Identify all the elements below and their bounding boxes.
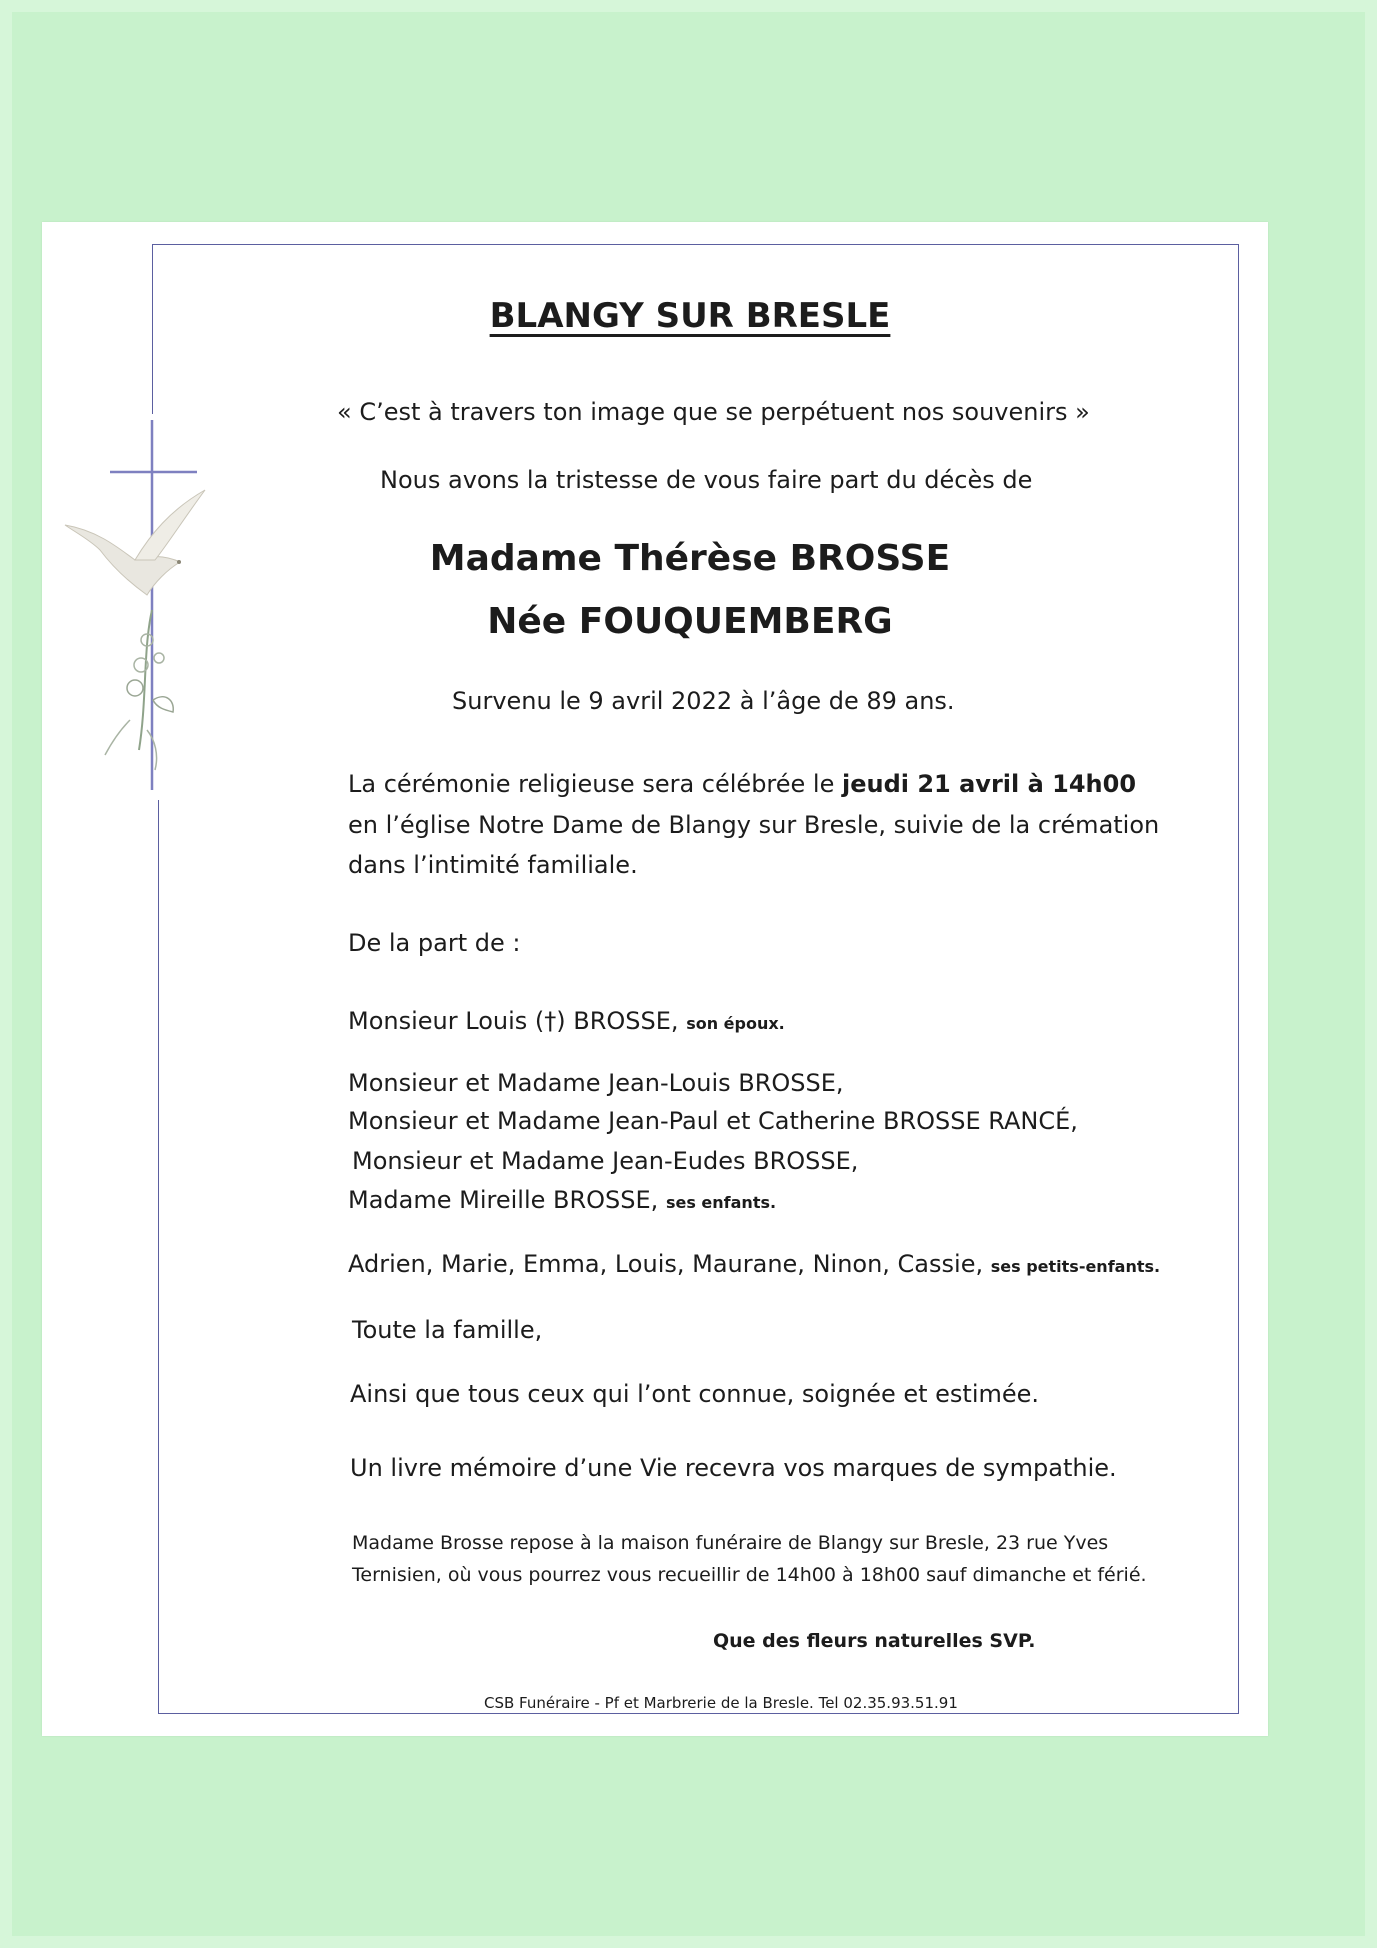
frame-left-border-bottom: [158, 800, 159, 1714]
family-line: Toute la famille,: [352, 1316, 543, 1344]
frame-bottom-border: [158, 1713, 1239, 1714]
frame-top-border: [152, 244, 1238, 245]
frame-left-border-top: [152, 244, 153, 414]
child-3: Monsieur et Madame Jean-Eudes BROSSE,: [352, 1147, 859, 1175]
spouse-relation: son époux.: [686, 1014, 785, 1033]
from-label: De la part de :: [348, 929, 521, 957]
memory-book-line: Un livre mémoire d’une Vie recevra vos marques de sympathie.: [350, 1454, 1117, 1482]
intro-text: Nous avons la tristesse de vous faire part du décès de: [380, 466, 1033, 494]
ceremony-line-3: dans l’intimité familiale.: [348, 851, 638, 879]
page-title: BLANGY SUR BRESLE: [489, 296, 891, 336]
others-line: Ainsi que tous ceux qui l’ont connue, soignée et estimée.: [350, 1380, 1040, 1408]
child-1: Monsieur et Madame Jean-Louis BROSSE,: [348, 1069, 844, 1097]
spouse-line: [348, 1007, 785, 1036]
children-relation: ses enfants.: [665, 1193, 777, 1212]
rest-line-2: Ternisien, où vous pourrez vous recueillir de 14h00 à 18h00 sauf dimanche et férié.: [352, 1564, 1147, 1586]
maiden-name: Née FOUQUEMBERG: [487, 601, 893, 642]
spouse-name: Monsieur Louis (†) BROSSE,: [348, 1007, 679, 1035]
deceased-name: Madame Thérèse BROSSE: [429, 538, 951, 579]
footer-text: CSB Funéraire - Pf et Marbrerie de la Bresle. Tel 02.35.93.51.91: [484, 1694, 958, 1712]
grandchildren-names: Adrien, Marie, Emma, Louis, Maurane, Ninon, Cassie,: [348, 1250, 984, 1278]
ceremony-text: La cérémonie religieuse sera célébrée le: [348, 770, 842, 798]
ceremony-line-2: en l’église Notre Dame de Blangy sur Bresle, suivie de la crémation: [348, 811, 1160, 839]
grandchildren-relation: ses petits-enfants.: [990, 1257, 1161, 1276]
rest-line-1: Madame Brosse repose à la maison funéraire de Blangy sur Bresle, 23 rue Yves: [352, 1532, 1109, 1554]
flowers-note: Que des fleurs naturelles SVP.: [713, 1630, 1036, 1652]
cross-dove-flower-icon: [55, 410, 245, 810]
death-info: Survenu le 9 avril 2022 à l’âge de 89 ans.: [452, 687, 955, 715]
child-2: Monsieur et Madame Jean-Paul et Catherine BROSSE RANCÉ,: [348, 1107, 1078, 1135]
child-4: Madame Mireille BROSSE,: [348, 1186, 659, 1214]
ceremony-line-1: [348, 770, 1136, 799]
quote-text: « C’est à travers ton image que se perpétuent nos souvenirs »: [337, 398, 1090, 426]
grandchildren-line: [348, 1250, 1160, 1279]
ceremony-date: jeudi 21 avril à 14h00: [842, 770, 1137, 798]
frame-right-border: [1238, 244, 1239, 1714]
child-4-line: [348, 1186, 776, 1215]
